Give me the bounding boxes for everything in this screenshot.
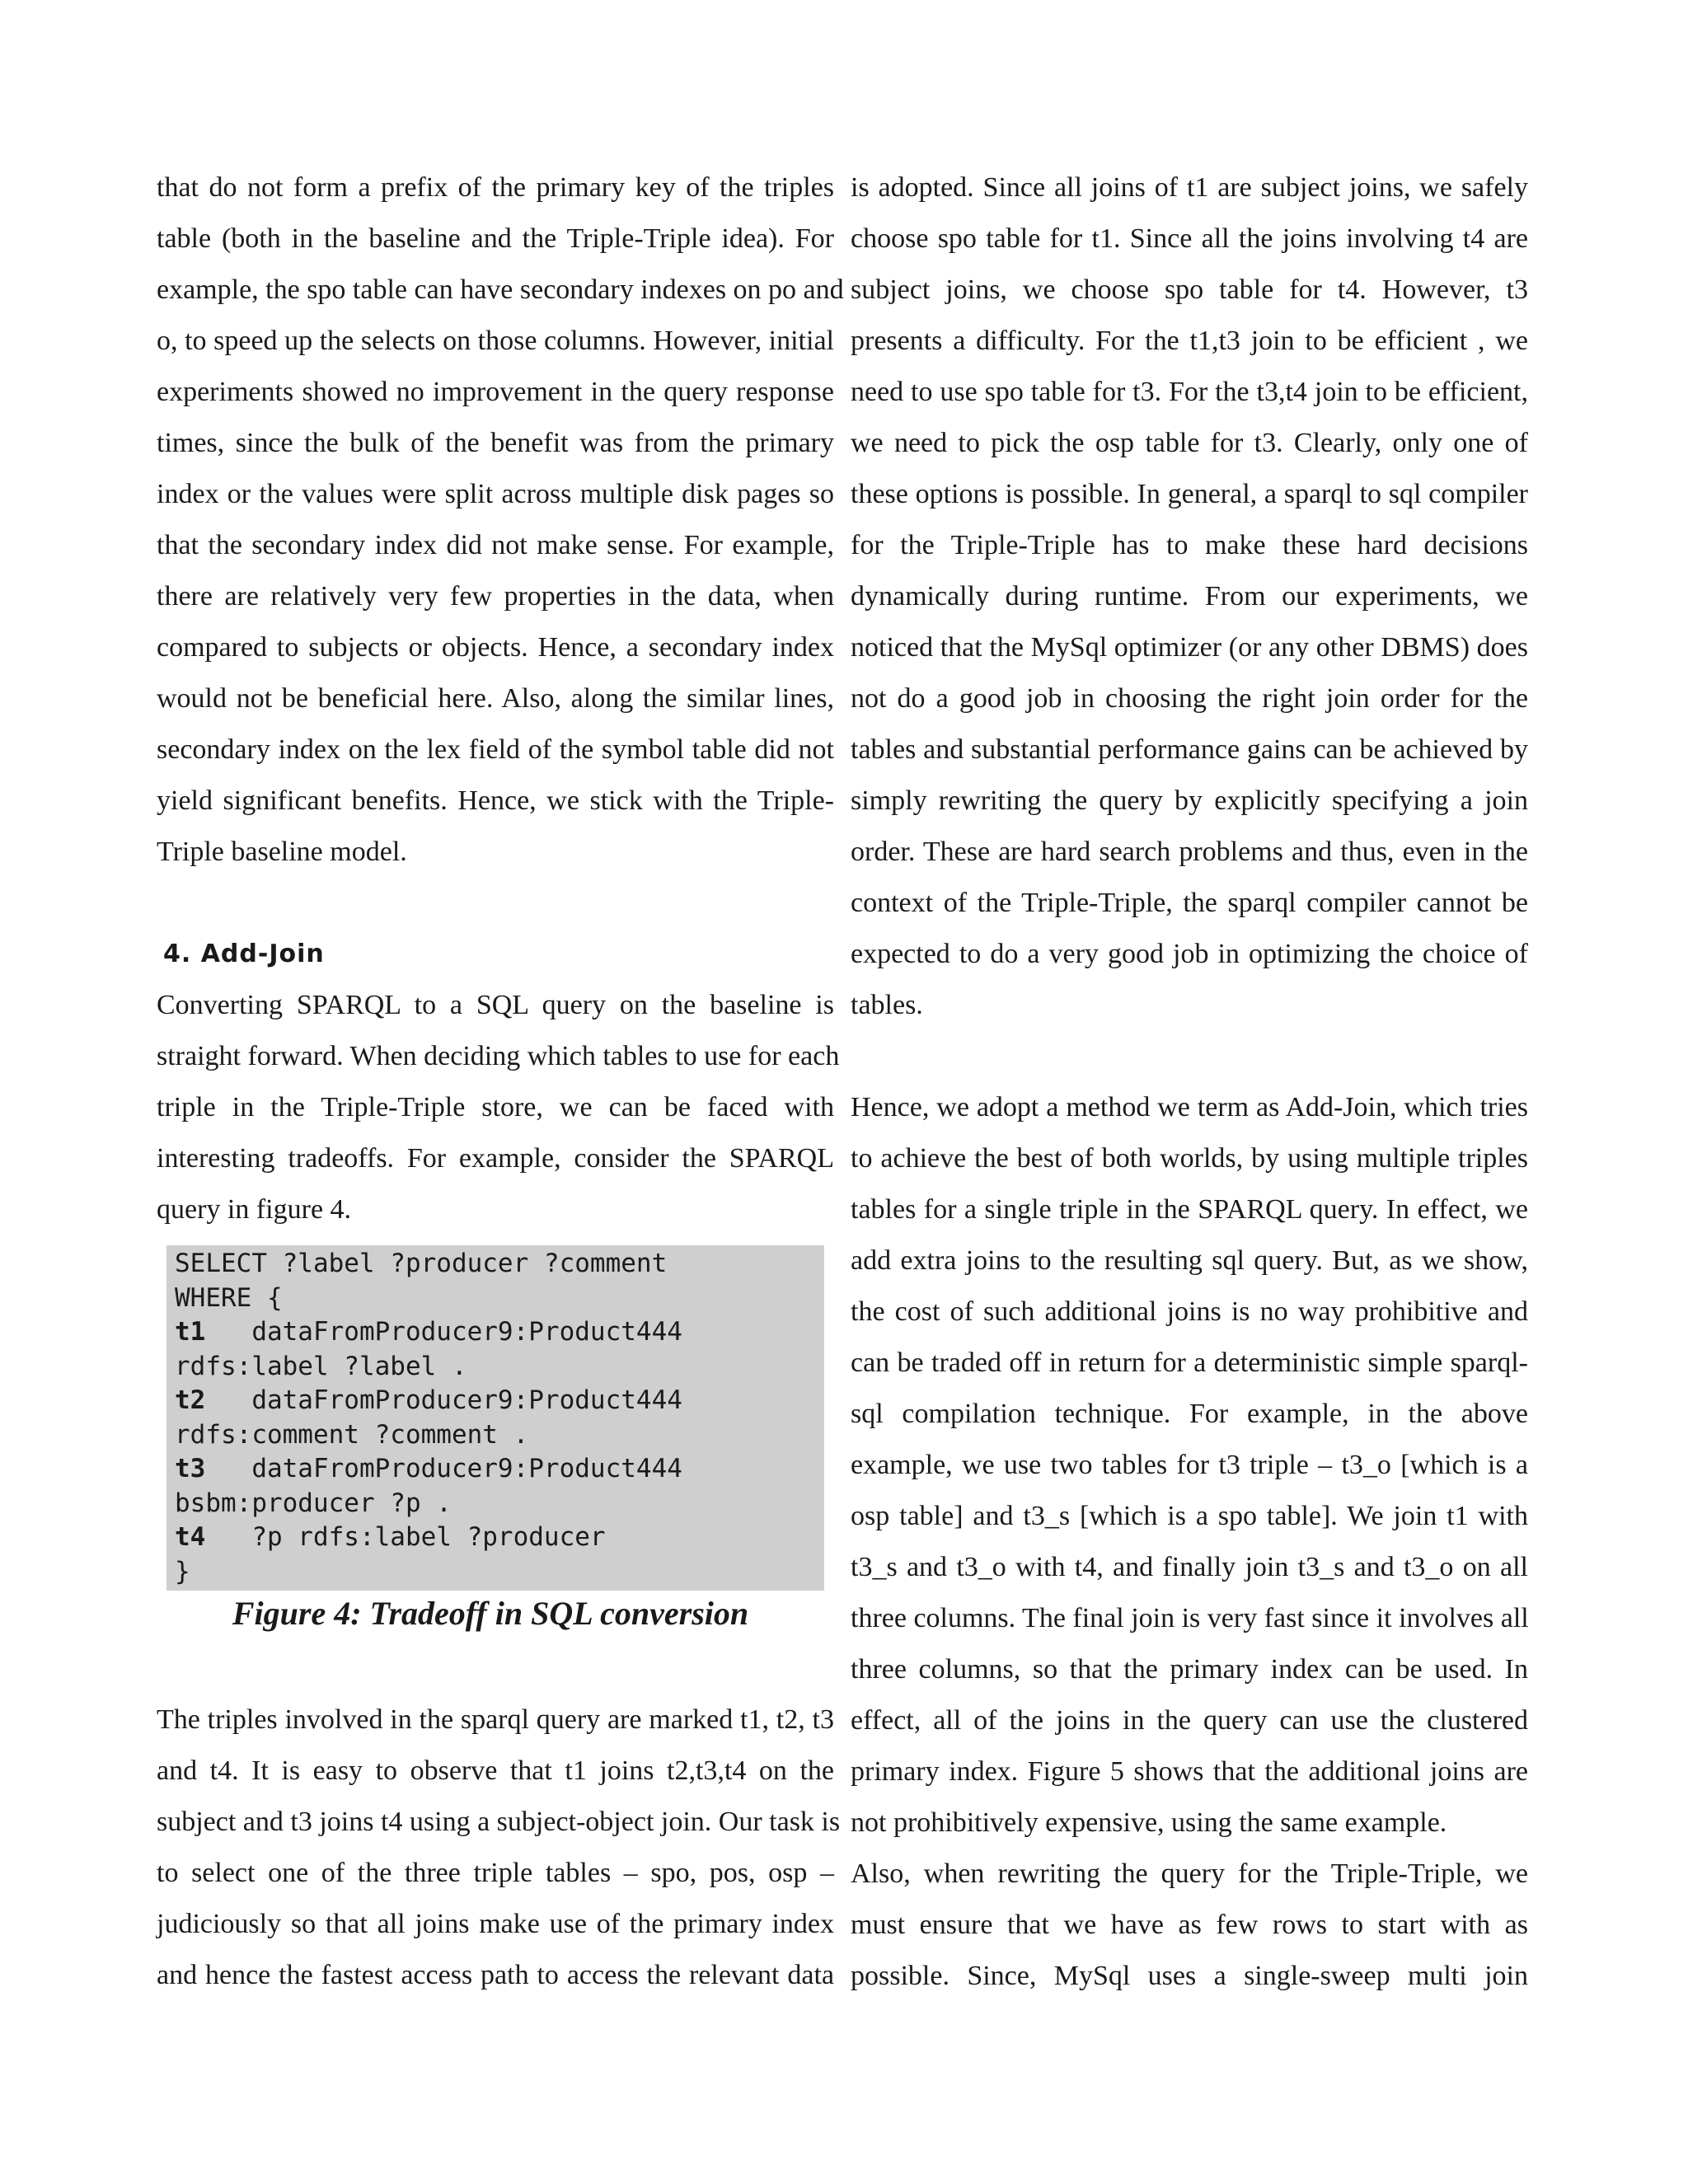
left-paragraph-2 (157, 980, 840, 1235)
left-paragraph-3 (157, 1694, 841, 2001)
text-line: not prohibitively expensive, using the same example. (851, 1807, 1447, 1838)
code-line: rdfs:label ?label . (175, 1351, 467, 1381)
text-line: we need to pick the osp table for t3. Clearly, only one of (851, 428, 1528, 458)
sparql-code-block (166, 1245, 824, 1591)
text-line: t3_s and t3_o with t4, and finally join t3_s and t3_o on all (851, 1552, 1528, 1582)
paragraph-gap (157, 1637, 834, 1694)
text-line: simply rewriting the query by explicitly specifying a join (851, 785, 1528, 816)
text-line: primary index. Figure 5 shows that the additional joins are (851, 1756, 1528, 1787)
text-line: Converting SPARQL to a SQL query on the baseline is (157, 990, 834, 1020)
text-line: is adopted. Since all joins of t1 are subject joins, we safely (851, 172, 1528, 203)
code-line: WHERE { (175, 1282, 283, 1313)
code-line: SELECT ?label ?producer ?comment (175, 1249, 668, 1278)
text-line: judiciously so that all joins make use of the primary index (157, 1909, 834, 1939)
code-triple-label: t3 (175, 1454, 206, 1483)
text-line: add extra joins to the resulting sql query. But, as we show, (851, 1245, 1528, 1276)
paragraph-gap (851, 1031, 1528, 1082)
code-line: dataFromProducer9:Product444 (205, 1454, 682, 1483)
text-line: Also, when rewriting the query for the Triple-Triple, we (851, 1858, 1528, 1889)
text-line: presents a difficulty. For the t1,t3 join to be efficient , we (851, 326, 1528, 356)
text-line: yield significant benefits. Hence, we stick with the Triple- (157, 785, 834, 816)
text-line: triple in the Triple-Triple store, we can be faced with (157, 1092, 834, 1122)
code-line: ?p rdfs:label ?producer (205, 1522, 606, 1552)
text-line: tables for a single triple in the SPARQL query. In effect, we (851, 1194, 1528, 1225)
text-line: subject and t3 joins t4 using a subject-object join. Our task is (157, 1807, 841, 1837)
right-paragraph-2 (851, 1082, 1528, 1849)
text-line: index or the values were split across multiple disk pages so (157, 479, 834, 509)
text-line: context of the Triple-Triple, the sparql compiler cannot be (851, 888, 1528, 918)
text-line: experiments showed no improvement in the query response (157, 377, 834, 407)
text-line: need to use spo table for t3. For the t3,t4 join to be efficient, (851, 377, 1528, 407)
text-line: secondary index on the lex field of the symbol table did not (157, 734, 834, 765)
text-line: order. These are hard search problems and thus, even in the (851, 837, 1528, 867)
text-line: three columns. The final join is very fast since it involves all (851, 1603, 1529, 1633)
text-line: Hence, we adopt a method we term as Add-Join, which tries (851, 1092, 1528, 1122)
text-line: dynamically during runtime. From our experiments, we (851, 581, 1528, 612)
text-line: for the Triple-Triple has to make these hard decisions (851, 530, 1528, 560)
text-line: must ensure that we have as few rows to start with as (851, 1910, 1528, 1940)
text-line: example, the spo table can have secondary indexes on po and (157, 274, 844, 305)
text-line: table (both in the baseline and the Triple-Triple idea). For (157, 223, 834, 254)
text-line: not do a good job in choosing the right join order for the (851, 683, 1528, 714)
text-line: these options is possible. In general, a sparql to sql compiler (851, 479, 1528, 509)
figure-caption: Figure 4: Tradeoff in SQL conversion (232, 1595, 749, 1632)
text-line: tables. (851, 990, 923, 1020)
text-line: tables and substantial performance gains can be achieved by (851, 734, 1528, 765)
text-line: compared to subjects or objects. Hence, a secondary index (157, 632, 834, 663)
text-line: can be traded off in return for a deterministic simple sparql- (851, 1347, 1528, 1378)
text-line: would not be beneficial here. Also, along the similar lines, (157, 683, 834, 714)
text-line: straight forward. When deciding which tables to use for each (157, 1041, 840, 1071)
code-line: bsbm:producer ?p . (175, 1488, 452, 1518)
left-paragraph-1 (157, 162, 844, 878)
text-line: that the secondary index did not make sense. For example, (157, 530, 834, 560)
right-paragraph-1 (851, 162, 1528, 1031)
text-line: The triples involved in the sparql query are marked t1, t2, t3 (157, 1704, 834, 1735)
code-triple-label: t2 (175, 1385, 206, 1415)
text-line: to select one of the three triple tables – spo, pos, osp – (157, 1858, 834, 1888)
text-line: three columns, so that the primary index can be used. In (851, 1654, 1528, 1685)
code-line: } (175, 1556, 190, 1586)
text-line: that do not form a prefix of the primary key of the triples (157, 172, 834, 203)
text-line: noticed that the MySql optimizer (or any other DBMS) does (851, 632, 1528, 663)
text-line: subject joins, we choose spo table for t4. However, t3 (851, 274, 1528, 305)
text-line: interesting tradeoffs. For example, consider the SPARQL (157, 1143, 834, 1174)
text-line: sql compilation technique. For example, in the above (851, 1399, 1528, 1429)
text-line: choose spo table for t1. Since all the joins involving t4 are (851, 223, 1528, 254)
text-line: query in figure 4. (157, 1194, 352, 1225)
code-line: dataFromProducer9:Product444 (205, 1317, 682, 1347)
text-line: to achieve the best of both worlds, by using multiple triples (851, 1143, 1528, 1174)
text-line: expected to do a very good job in optimizing the choice of (851, 939, 1528, 969)
right-paragraph-3 (851, 1849, 1528, 2002)
code-line: rdfs:comment ?comment . (175, 1419, 529, 1450)
text-line: possible. Since, MySql uses a single-sweep multi join (851, 1961, 1528, 1991)
text-line: osp table] and t3_s [which is a spo table]. We join t1 with (851, 1501, 1528, 1531)
code-triple-label: t1 (175, 1317, 206, 1347)
text-line: effect, all of the joins in the query can use the clustered (851, 1705, 1528, 1736)
text-line: there are relatively very few properties in the data, when (157, 581, 834, 612)
code-line: dataFromProducer9:Product444 (205, 1385, 682, 1415)
left-column (157, 162, 844, 2001)
text-line: o, to speed up the selects on those columns. However, initial (157, 326, 834, 356)
text-line: and t4. It is easy to observe that t1 joins t2,t3,t4 on the (157, 1755, 834, 1786)
paragraph-gap (157, 878, 834, 929)
text-line: and hence the fastest access path to access the relevant data (157, 1960, 834, 1990)
text-line: Triple baseline model. (157, 837, 407, 867)
right-column (851, 162, 1528, 2002)
text-line: example, we use two tables for t3 triple – t3_o [which is a (851, 1450, 1528, 1480)
code-triple-label: t4 (175, 1522, 206, 1552)
text-line: times, since the bulk of the benefit was from the primary (157, 428, 834, 458)
section-heading: 4. Add-Join (163, 940, 325, 968)
text-line: the cost of such additional joins is no way prohibitive and (851, 1296, 1528, 1327)
